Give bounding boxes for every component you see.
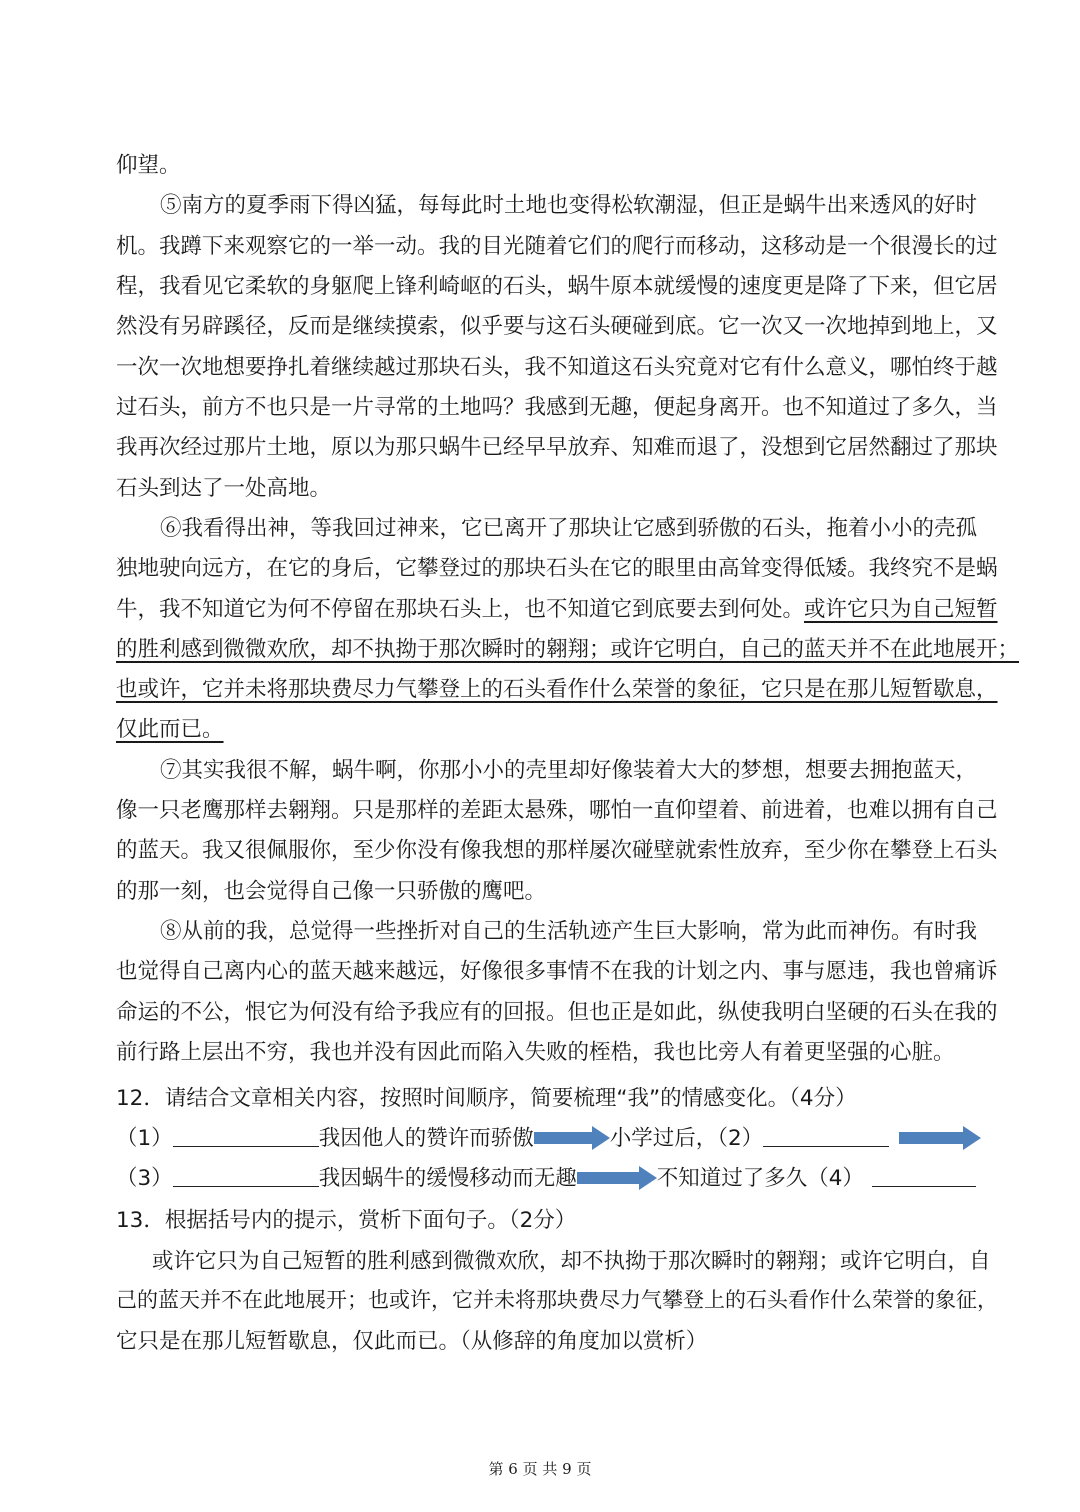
paragraph-6-line — [116, 592, 998, 623]
emotion-text: 我因他人的赞许而骄傲 — [318, 1125, 534, 1151]
time-text: 不知道过了多久（4） — [656, 1166, 864, 1192]
paragraph-7-line: 的蓝天。我又很佩服你，至少你没有像我想的那样屡次碰壁就索性放弃，至少你在攀登上石头 — [116, 838, 998, 864]
paragraph-8-line: 也觉得自己离内心的蓝天越来越远，好像很多事情不在我的计划之内、事与愿违，我也曾痛诉 — [116, 959, 998, 985]
underlined-sentence: 或许它只为自己短暂 — [804, 596, 998, 622]
paragraph-6-line: 独地驶向远方，在它的身后，它攀登过的那块石头在它的眼里由高耸变得低矮。我终究不是蜗 — [116, 556, 998, 582]
paragraph-8-line: 命运的不公，恨它为何没有给予我应有的回报。但也正是如此，纵使我明白坚硬的石头在我的 — [116, 999, 998, 1025]
answer-blank-3[interactable] — [173, 1166, 319, 1187]
question-12-row-2 — [116, 1161, 968, 1192]
answer-label: （3） — [116, 1166, 173, 1192]
paragraph-5-line: 过石头，前方不也只是一片寻常的土地吗？我感到无趣，便起身离开。也不知道过了多久，当 — [116, 394, 998, 420]
paragraph-5-line: ⑤南方的夏季雨下得凶猛，每每此时土地也变得松软潮湿，但正是蜗牛出来透风的好时 — [160, 193, 978, 219]
answer-blank-1[interactable] — [173, 1126, 319, 1147]
answer-label: （1） — [116, 1125, 173, 1151]
underlined-sentence-line: 的胜利感到微微欢欣，却不执拗于那次瞬时的翱翔；或许它明白，自己的蓝天并不在此地展开； — [116, 636, 1020, 662]
arrow-right-icon — [899, 1126, 981, 1150]
paragraph-7-line: ⑦其实我很不解，蜗牛啊，你那小小的壳里却好像装着大大的梦想，想要去拥抱蓝天， — [160, 757, 978, 783]
paragraph-5-line: 机。我蹲下来观察它的一举一动。我的目光随着它们的爬行而移动，这移动是一个很漫长的过 — [116, 233, 998, 259]
paragraph-8-line: ⑧从前的我，总觉得一些挫折对自己的生活轨迹产生巨大影响，常为此而神伤。有时我 — [160, 919, 978, 945]
paragraph-5-line: 然没有另辟蹊径，反而是继续摸索，似乎要与这石头硬碰到底。它一次又一次地掉到地上，又 — [116, 314, 998, 340]
paragraph-5-line: 石头到达了一处高地。 — [116, 475, 332, 501]
paragraph-5-line: 一次一次地想要挣扎着继续越过那块石头，我不知道这石头究竟对它有什么意义，哪怕终于越 — [116, 354, 998, 380]
answer-blank-4[interactable] — [872, 1166, 976, 1187]
arrow-right-icon — [534, 1126, 610, 1150]
question-12-row-1 — [116, 1121, 968, 1152]
paragraph-5-line: 程，我看见它柔软的身躯爬上锋利崎岖的石头，蜗牛原本就缓慢的速度更是降了下来，但它居 — [116, 273, 998, 299]
question-13-quote-line: 己的蓝天并不在此地展开；也或许，它并未将那块费尽力气攀登上的石头看作什么荣誉的象征， — [116, 1287, 998, 1312]
emotion-text: 我因蜗牛的缓慢移动而无趣 — [318, 1166, 577, 1192]
arrow-right-icon — [577, 1166, 657, 1190]
paragraph-7-line: 像一只老鹰那样去翱翔。只是那样的差距太悬殊，哪怕一直仰望着、前进着，也难以拥有自己 — [116, 798, 998, 824]
paragraph-line: 仰望。 — [116, 153, 181, 178]
underlined-sentence-line: 也或许，它并未将那块费尽力气攀登上的石头看作什么荣誉的象征，它只是在那儿短暂歇息， — [116, 677, 998, 703]
paragraph-8-line: 前行路上层出不穷，我也并没有因此而陷入失败的桎梏，我也比旁人有着更坚强的心脏。 — [116, 1040, 955, 1066]
paragraph-6-line: ⑥我看得出神，等我回过神来，它已离开了那块让它感到骄傲的石头，拖着小小的壳孤 — [160, 515, 978, 541]
plain-text: 牛，我不知道它为何不停留在那块石头上，也不知道它到底要去到何处。 — [116, 596, 805, 622]
answer-blank-2[interactable] — [763, 1126, 889, 1147]
question-13-quote-line: 它只是在那儿短暂歇息，仅此而已。（从修辞的角度加以赏析） — [116, 1329, 708, 1355]
underlined-sentence-line — [116, 712, 968, 743]
question-13-quote-line: 或许它只为自己短暂的胜利感到微微欢欣，却不执拗于那次瞬时的翱翔；或许它明白，自 — [152, 1248, 991, 1274]
question-13-stem: 13．根据括号内的提示，赏析下面句子。（2分） — [116, 1208, 577, 1234]
time-text: 小学过后，（2） — [609, 1125, 764, 1151]
question-12-stem: 12．请结合文章相关内容，按照时间顺序，简要梳理“我”的情感变化。（4分） — [116, 1085, 857, 1111]
paragraph-7-line: 的那一刻，也会觉得自己像一只骄傲的鹰吧。 — [116, 878, 547, 904]
page-number-footer: 第 6 页 共 9 页 — [488, 1460, 592, 1478]
underlined-sentence: 仅此而已。 — [116, 717, 224, 743]
paragraph-5-line: 我再次经过那片土地，原以为那只蜗牛已经早早放弃、知难而退了，没想到它居然翻过了那块 — [116, 435, 998, 461]
